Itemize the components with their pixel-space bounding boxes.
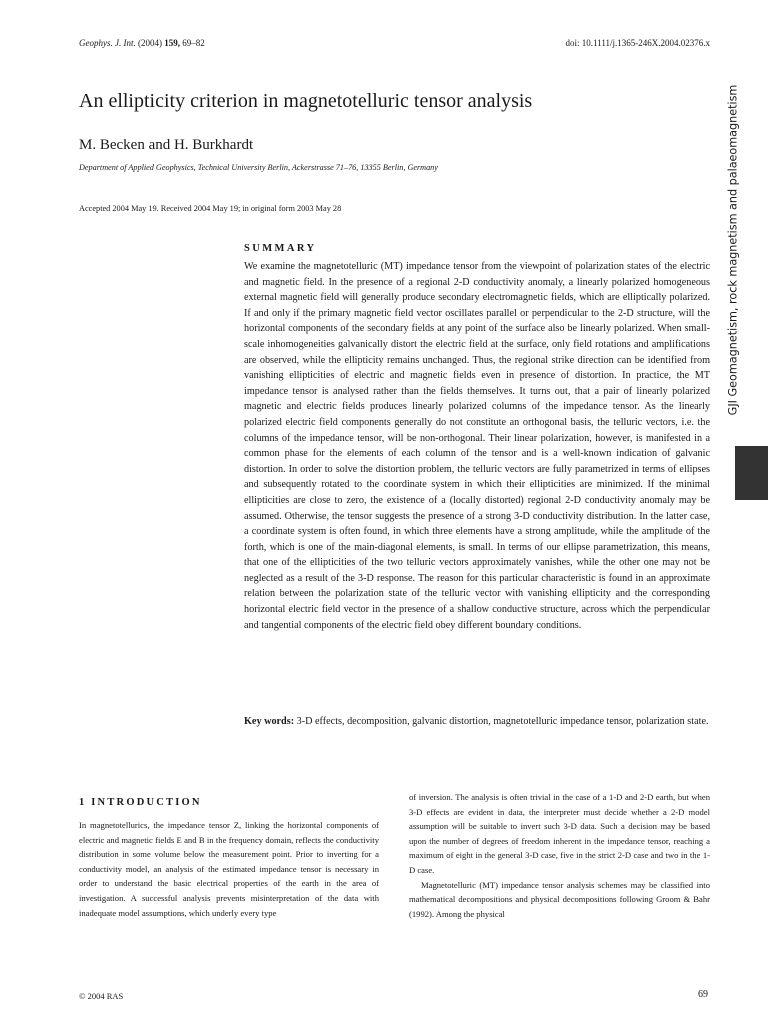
keywords — [244, 714, 710, 730]
article-title: An ellipticity criterion in magnetotelluric tensor analysis — [79, 90, 533, 112]
introduction-heading: 1 INTRODUCTION — [79, 797, 202, 808]
section-banner — [719, 65, 747, 435]
page-number: 69 — [698, 989, 708, 1000]
introduction-left-column: In magnetotellurics, the impedance tensor Z, linking the horizontal components of electric and magnetic fields E and B in the frequency domain, reflects the conductivity distribution in some volume below the measurement point. Prior to inverting for a conductivity model, an analysis of the estimated impedance tensor is necessary in order to understand the basic electrical properties of the earth in the area of investigation. A successful analysis prevents misinterpretation of the data with inadequate model assumptions, which underly every type — [79, 820, 379, 918]
affiliation: Department of Applied Geophysics, Technical University Berlin, Ackerstrasse 71–76, 13355 Berlin, Germany — [79, 163, 438, 172]
summary-text: We examine the magnetotelluric (MT) impedance tensor from the viewpoint of polarization states of the electric and magnetic field. In the presence of a regional 2-D conductivity anomaly, a linearly polarized homogeneous external magnetic field will generally produce secondary electromagnetic fields, which are elliptically polarized. If and only if the primary magnetic field vector oscillates parallel or perpendicular to the 2-D structure, will the horizontal components of the secondary fields at any point of the surface also be linearly polarized. When small-scale inhomogeneities galvanically distort the electric field at the surface, only field rotations and amplifications are observed, while the ellipticity remains unchanged. Thus, the regional strike direction can be identified from vanishing ellipticities of electric and magnetic fields even in presence of distortion. In practice, the MT impedance tensor is analysed rather than the fields themselves. It turns out, that a pair of linearly polarized magnetic and electric fields produces linearly polarized columns of the impedance tensor. As the linearly polarized electric field components generally do not constitute an orthogonal basis, the telluric vectors, i.e. the columns of the impedance tensor, will be non-orthogonal. Their linear polarization, however, is manifested in a common phase for the elements of each column of the tensor and is a well-known indication of galvanic distortion. In order to solve the distortion problem, the telluric vectors are fully parametrized in terms of ellipses and subsequently rotated to the coordinate system in which their ellipticities are minimized. If the minimal ellipticities are close to zero, the existence of a (locally distorted) regional 2-D conductivity anomaly may be assumed. Otherwise, the tensor suggests the presence of a strong 3-D conductivity distribution. In the latter case, a coordinate system is often found, in which three elements have a strong amplitude, while the amplitude of the forth, which is one of the main-diagonal elements, is small. In terms of our ellipse parametrization, this means, that one of the ellipticities of the two telluric vectors approximately vanishes, while the other one may not be neglected as a result of the 3-D response. The reason for this particular characteristic is found in an approximate relation between the polarization state of the telluric vector with vanishing ellipticity and the corresponding horizontal electric field vector in the presence of a shallow conductive structure, across which the perpendicular and tangential components of the electric field obey different boundary conditions. — [244, 261, 710, 631]
journal-year: (2004) — [137, 38, 162, 48]
doi: doi: 10.1111/j.1365-246X.2004.02376.x — [565, 38, 710, 48]
journal-volume: 159, — [164, 38, 180, 48]
article-dates: Accepted 2004 May 19. Received 2004 May 19; in original form 2003 May 28 — [79, 204, 342, 213]
keywords-label: Key words: — [244, 716, 295, 727]
running-header-citation — [79, 38, 205, 48]
keywords-list: 3-D effects, decomposition, galvanic distortion, magnetotelluric impedance tensor, polarization state. — [296, 716, 709, 727]
journal-pages: 69–82 — [182, 38, 205, 48]
introduction-paragraph: of inversion. The analysis is often trivial in the case of a 1-D and 2-D earth, but when 3-D effects are evident in data, the interpreter must decide whether a 2-D model assumption will be suitable to invert such 3-D data. Such a decision may be based upon the number of degrees of freedom inherent in the impedance tensor, reaching a maximum of eight in the general 3-D case, five in the strict 2-D case and two in the 1-D case. — [409, 792, 710, 875]
section-banner-text: GJI Geomagnetism, rock magnetism and palaeomagnetism — [726, 84, 740, 416]
journal-name: Geophys. J. Int. — [79, 38, 136, 48]
copyright: © 2004 RAS — [79, 991, 124, 1001]
introduction-right-column — [409, 790, 710, 921]
summary-heading: SUMMARY — [244, 243, 317, 254]
authors: M. Becken and H. Burkhardt — [79, 137, 254, 153]
section-tab-marker — [735, 446, 768, 500]
introduction-paragraph: Magnetotelluric (MT) impedance tensor analysis schemes may be classified into mathematical decompositions and physical decompositions following Groom & Bahr (1992). Among the physical — [409, 879, 710, 919]
